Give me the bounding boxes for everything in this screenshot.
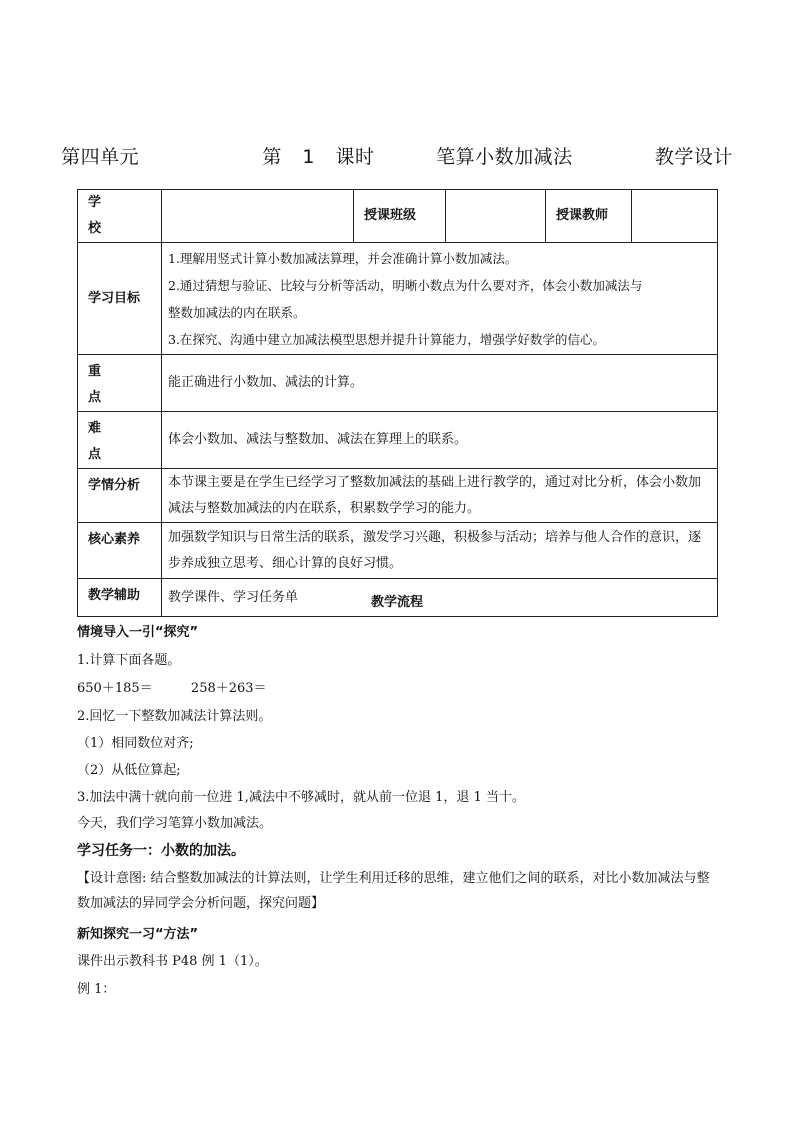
difficulty-content-cell xyxy=(162,412,718,469)
task-1-heading: 学习任务一：小数的加法。 xyxy=(77,843,245,859)
difficulty-row xyxy=(78,412,718,469)
analysis-label-cell xyxy=(78,469,162,523)
literacy-label: 核心素养 xyxy=(88,532,141,547)
key-text: 能正确进行小数加、减法的计算。 xyxy=(168,375,364,390)
goals-content-cell xyxy=(162,243,718,355)
class-value-cell xyxy=(446,190,546,243)
lesson-info-table xyxy=(77,189,718,617)
header-row xyxy=(78,190,718,243)
literacy-row xyxy=(78,523,718,579)
key-row xyxy=(78,355,718,412)
explore-heading: 新知探究一习“方法” xyxy=(77,927,199,942)
difficulty-text: 体会小数加、减法与整数加、减法在算理上的联系。 xyxy=(168,432,468,447)
flow-line-7: 今天，我们学习笔算小数加减法。 xyxy=(77,816,273,831)
flow-line-8: 课件出示教科书 P48 例 1（1）。 xyxy=(77,954,268,969)
literacy-label-cell xyxy=(78,523,162,579)
flow-line-4: （1）相同数位对齐; xyxy=(77,736,194,751)
school-label: 学 校 xyxy=(88,195,138,236)
class-label-cell xyxy=(354,190,446,243)
goals-label: 学习目标 xyxy=(88,290,141,306)
flow-line-6: 3.加法中满十就向前一位进 1,减法中不够减时，就从前一位退 1，退 1 当十。 xyxy=(77,790,525,805)
problem-2: 258＋263＝ xyxy=(190,681,267,696)
key-content-cell xyxy=(162,355,718,412)
literacy-text: 加强数学知识与日常生活的联系，激发学习兴趣，积极参与活动；培养与他人合作的意识，逐步养成独立思考、细心计算的良好习惯。 xyxy=(168,529,702,571)
analysis-content-cell xyxy=(162,469,718,523)
problem-1: 650＋185＝ xyxy=(77,681,153,696)
goals-row xyxy=(78,243,718,355)
school-value-cell xyxy=(162,190,354,243)
key-label: 重 点 xyxy=(88,364,134,405)
goal-line-1: 1.理解用竖式计算小数加减法算理，并会准确计算小数加减法。 xyxy=(168,250,518,266)
school-label-cell xyxy=(78,190,162,243)
flow-line-1: 1.计算下面各题。 xyxy=(77,653,181,668)
goals-label-cell xyxy=(78,243,162,355)
teacher-label: 授课教师 xyxy=(556,208,609,223)
teacher-label-cell xyxy=(546,190,632,243)
intro-heading: 情境导入一引“探究” xyxy=(77,625,199,640)
goal-line-2: 2.通过猜想与验证、比较与分析等活动，明晰小数点为什么要对齐，体会小数加减法与 xyxy=(168,277,643,293)
flow-line-2 xyxy=(77,677,722,696)
flow-line-3: 2.回忆一下整数加减法计算法则。 xyxy=(77,709,272,724)
difficulty-label: 难 点 xyxy=(88,421,134,462)
analysis-row xyxy=(78,469,718,523)
aids-label: 教学辅助 xyxy=(88,588,141,603)
analysis-label: 学情分析 xyxy=(88,478,141,493)
difficulty-label-cell xyxy=(78,412,162,469)
flow-line-5: （2）从低位算起; xyxy=(77,763,181,778)
aids-text: 教学课件、学习任务单 xyxy=(168,589,299,605)
literacy-content-cell xyxy=(162,523,718,579)
analysis-text: 本节课主要是在学生已经学习了整数加减法的基础上进行教学的，通过对比分析，体会小数加减法与整数加减法的内在联系，积累数学学习的能力。 xyxy=(168,474,702,516)
flow-heading: 教学流程 xyxy=(370,595,423,610)
class-label: 授课班级 xyxy=(364,208,417,223)
design-intent: 【设计意图: 结合整数加减法的计算法则，让学生利用迁移的思维，建立他们之间的联系，对比小数加减法与整数加减法的异同学会分析问题，探究问题】 xyxy=(77,871,710,911)
goal-line-3: 整数加减法的内在联系。 xyxy=(168,304,306,320)
key-label-cell xyxy=(78,355,162,412)
goal-line-4: 3.在探究、沟通中建立加减法模型思想并提升计算能力，增强学好数学的信心。 xyxy=(168,331,605,347)
teacher-value-cell xyxy=(632,190,718,243)
flow-line-9: 例 1： xyxy=(77,982,116,997)
document-title: 第四单元 第 1 课时 笔算小数加减法 教学设计 xyxy=(61,146,733,168)
